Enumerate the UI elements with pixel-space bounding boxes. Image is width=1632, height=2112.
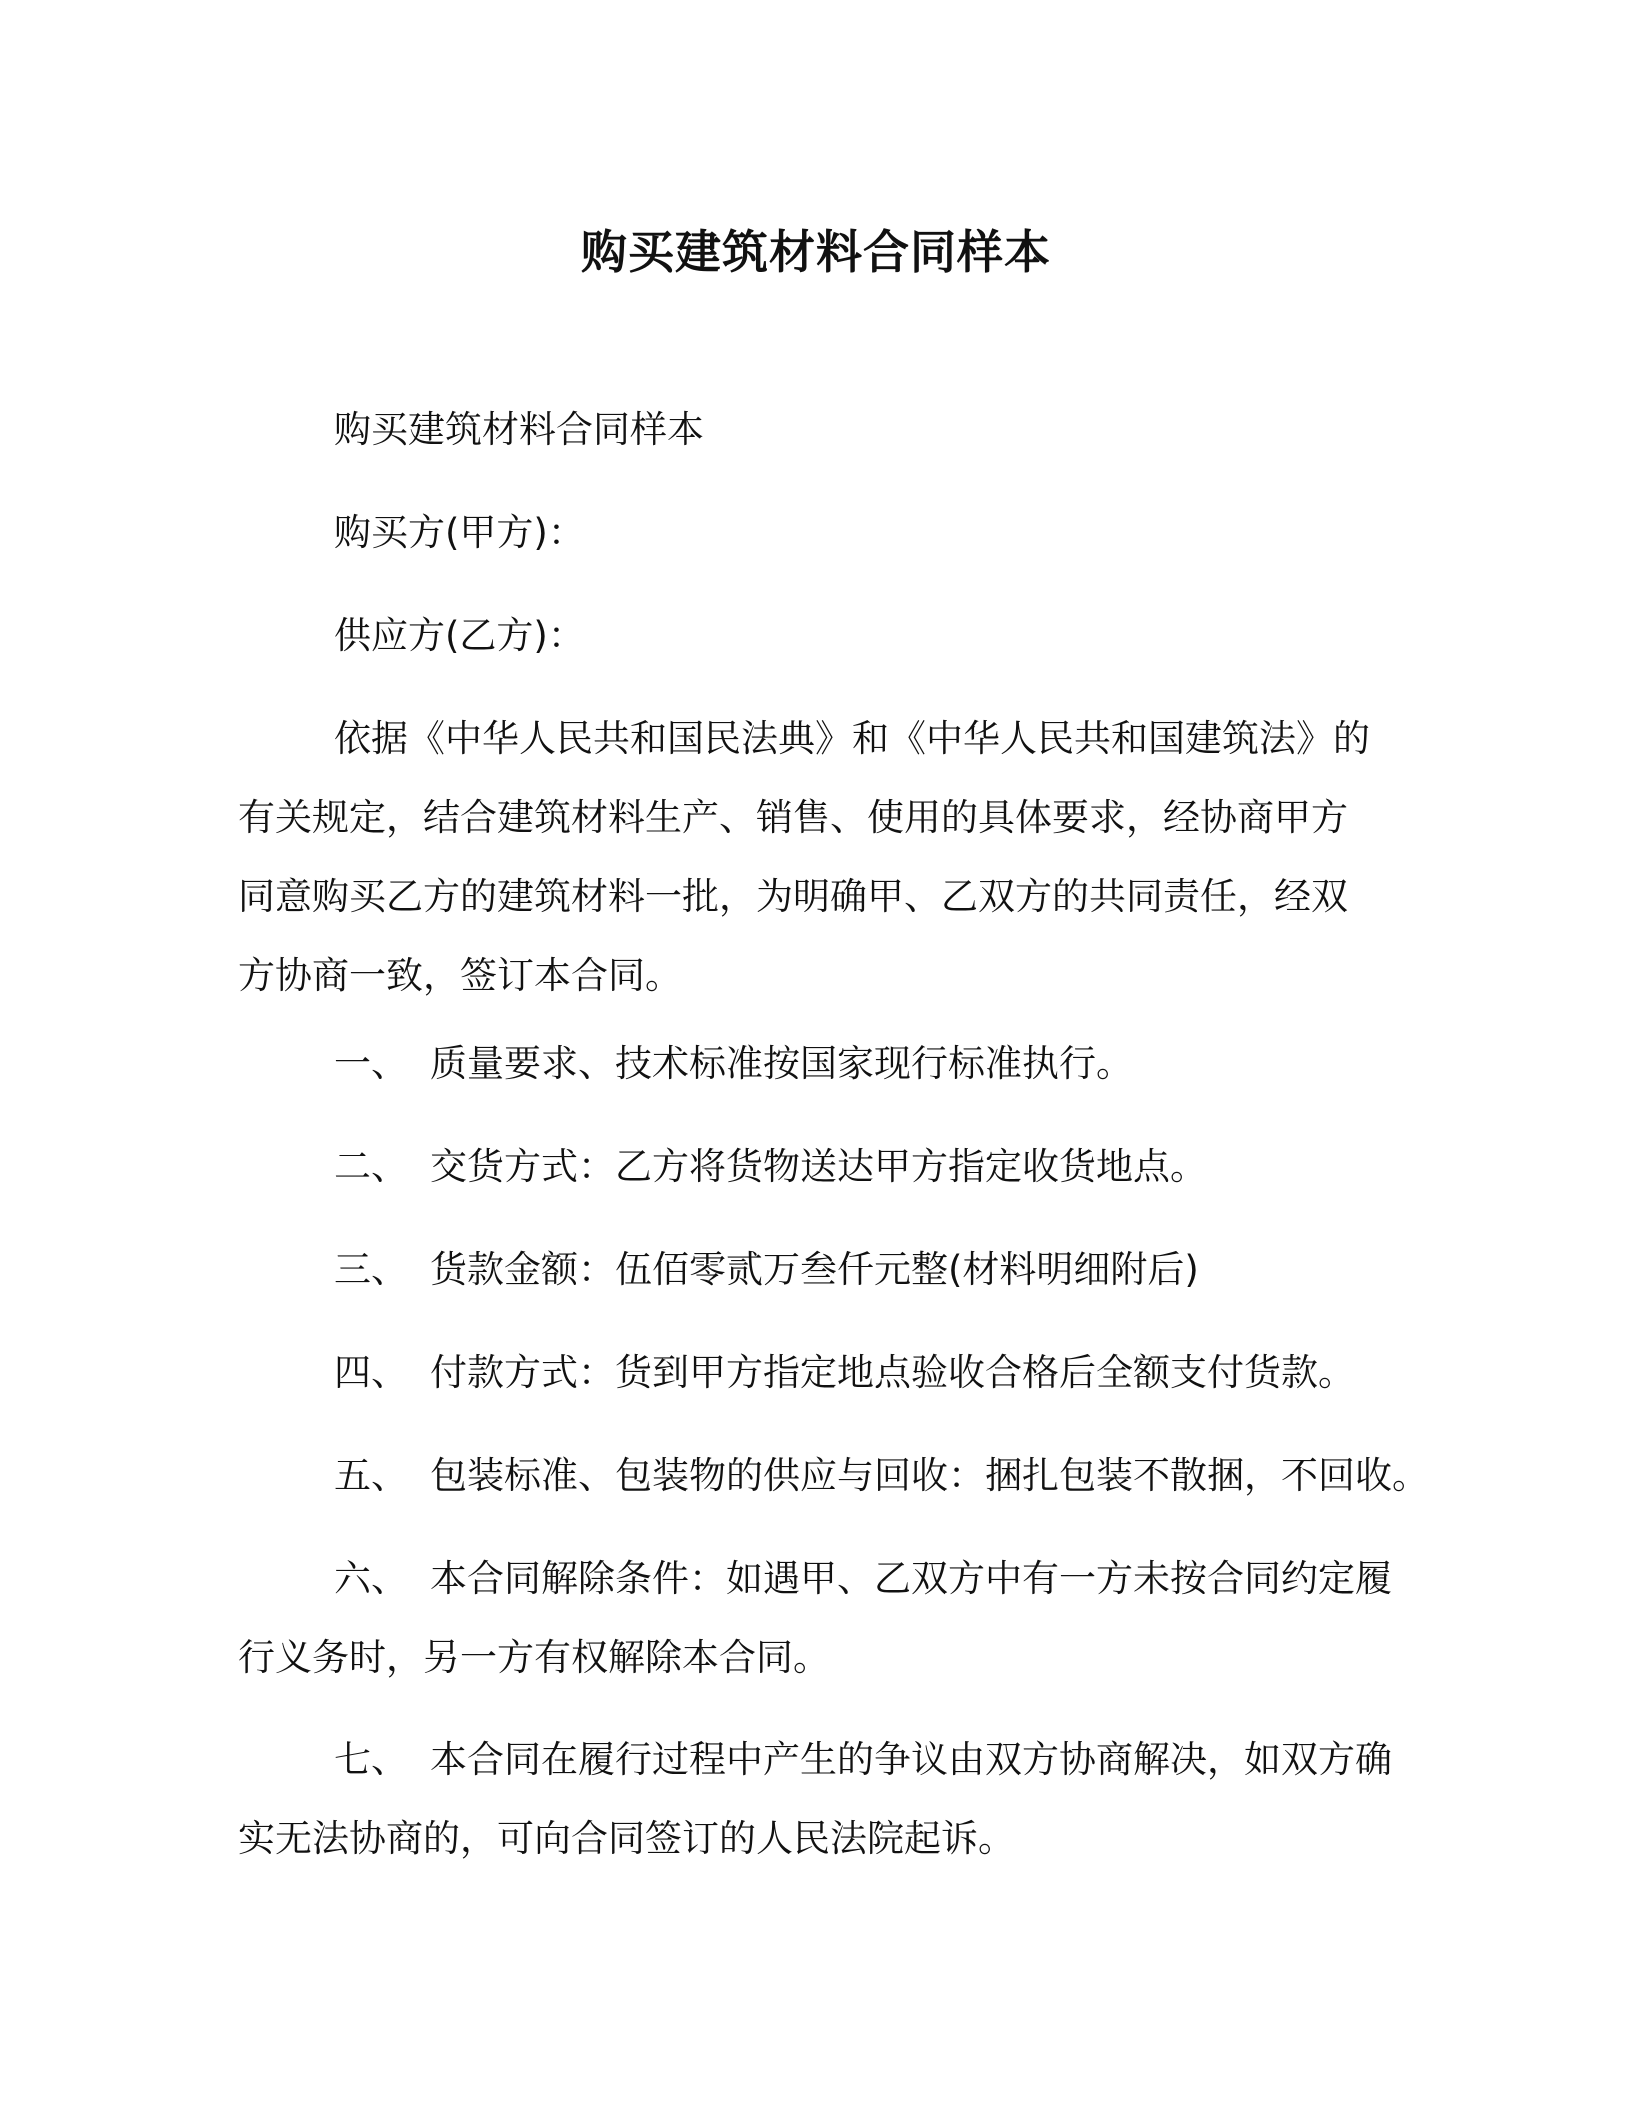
- clause-number: 五、: [334, 1454, 408, 1497]
- clause-text: 实无法协商的，可向合同签订的人民法院起诉。: [238, 1817, 1015, 1860]
- clause-text: 质量要求、技术标准按国家现行标准执行。: [430, 1042, 1133, 1085]
- clause-text: 交货方式：乙方将货物送达甲方指定收货地点。: [430, 1145, 1207, 1188]
- document-title: 购买建筑材料合同样本: [581, 225, 1051, 279]
- clause-number: 三、: [334, 1248, 408, 1291]
- preamble-line: 依据《中华人民共和国民法典》和《中华人民共和国建筑法》的: [334, 717, 1370, 760]
- clause-text: 包装标准、包装物的供应与回收：捆扎包装不散捆，不回收。: [430, 1454, 1429, 1497]
- clause-text: 本合同解除条件：如遇甲、乙双方中有一方未按合同约定履: [430, 1557, 1392, 1600]
- party-a-label: 购买方(甲方)：: [334, 511, 585, 554]
- clause-text: 本合同在履行过程中产生的争议由双方协商解决，如双方确: [430, 1738, 1392, 1781]
- clause-6: [238, 1539, 1428, 1697]
- clause-text: 行义务时，另一方有权解除本合同。: [238, 1636, 830, 1679]
- clause-number: 六、: [334, 1557, 408, 1600]
- preamble-paragraph: [238, 699, 1428, 1015]
- clause-number: 四、: [334, 1351, 408, 1394]
- clause-text: 付款方式：货到甲方指定地点验收合格后全额支付货款。: [430, 1351, 1355, 1394]
- clause-5: [238, 1436, 1428, 1515]
- document-subtitle: 购买建筑材料合同样本: [334, 408, 704, 451]
- party-b-label: 供应方(乙方)：: [334, 614, 585, 657]
- clause-1: [238, 1024, 1428, 1103]
- clause-number: 七、: [334, 1738, 408, 1781]
- preamble-line: 有关规定，结合建筑材料生产、销售、使用的具体要求，经协商甲方: [238, 796, 1348, 839]
- clause-number: 二、: [334, 1145, 408, 1188]
- clause-4: [238, 1333, 1428, 1412]
- clause-2: [238, 1127, 1428, 1206]
- preamble-line: 同意购买乙方的建筑材料一批，为明确甲、乙双方的共同责任，经双: [238, 875, 1348, 918]
- clause-number: 一、: [334, 1042, 408, 1085]
- clause-7: [238, 1720, 1428, 1878]
- clause-3: [238, 1230, 1428, 1309]
- preamble-line: 方协商一致，签订本合同。: [238, 954, 682, 997]
- clause-text: 货款金额：伍佰零贰万叁仟元整(材料明细附后): [430, 1248, 1199, 1291]
